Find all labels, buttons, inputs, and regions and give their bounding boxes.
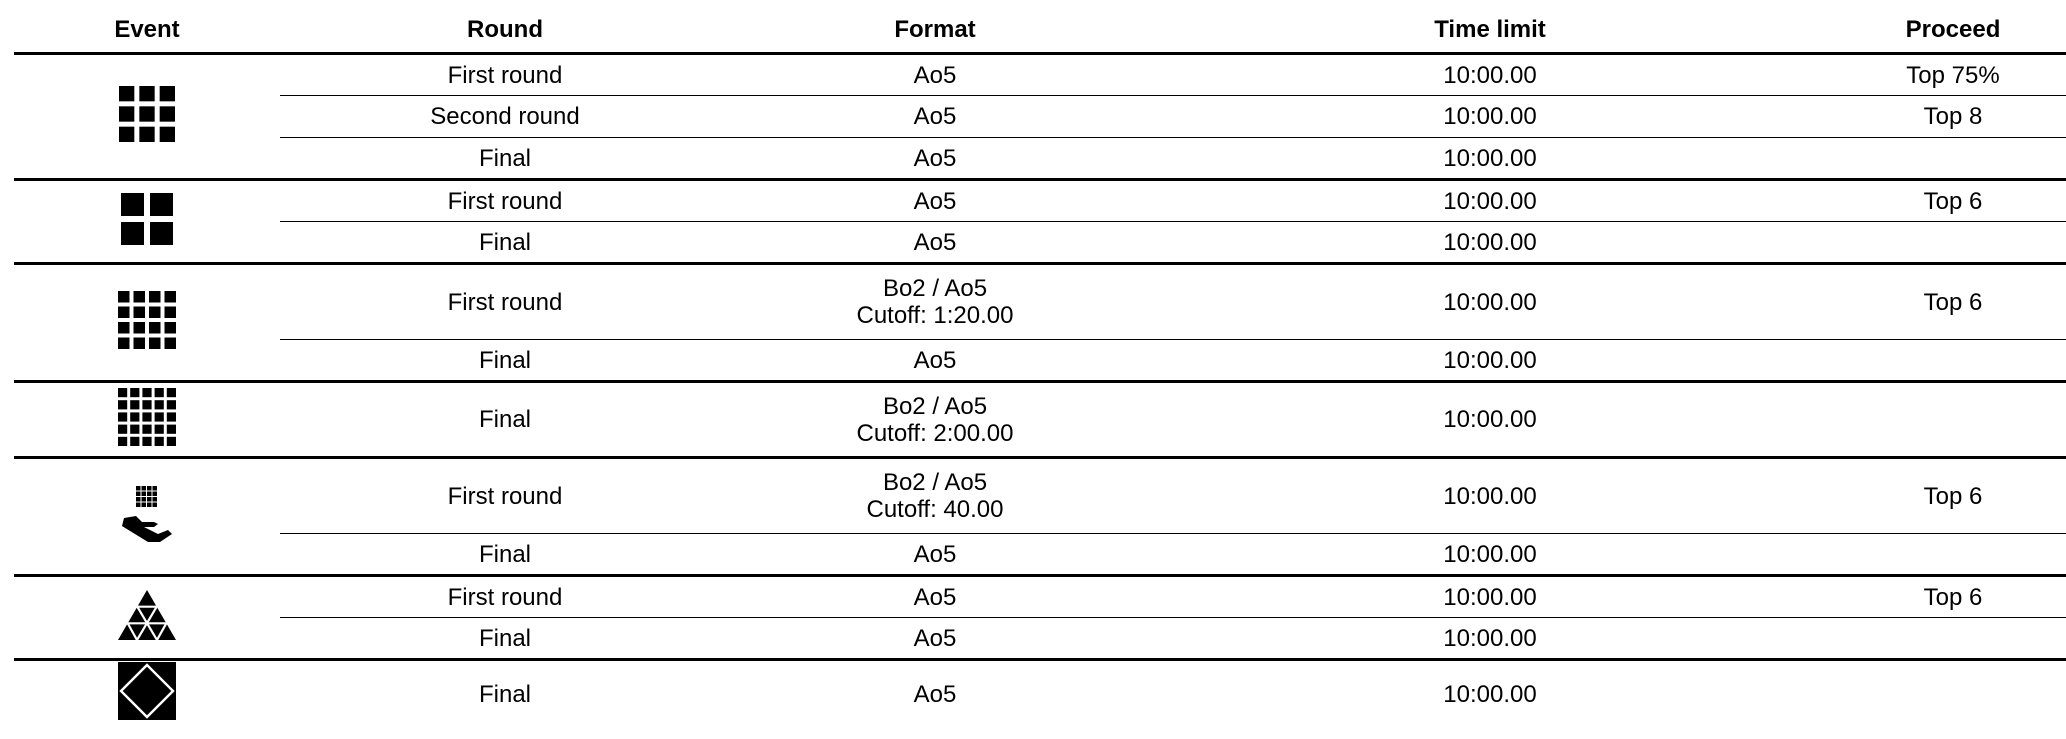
- table-body: [14, 54, 2066, 728]
- table-row: [14, 180, 2066, 222]
- proceed-cell: Top 8: [1840, 96, 2066, 138]
- round-cell: Final: [280, 618, 730, 660]
- proceed-cell: Top 6: [1840, 180, 2066, 222]
- time-limit-cell: 10:00.00: [1140, 382, 1840, 458]
- table-row: [14, 660, 2066, 728]
- format-cell: [730, 576, 1140, 618]
- table-row: [14, 222, 2066, 264]
- event-cell: [14, 54, 280, 180]
- time-limit-cell: 10:00.00: [1140, 138, 1840, 180]
- round-cell: Final: [280, 138, 730, 180]
- header-time-limit: Time limit: [1140, 8, 1840, 54]
- round-cell: Final: [280, 534, 730, 576]
- format-cell: [730, 96, 1140, 138]
- time-limit-cell: 10:00.00: [1140, 222, 1840, 264]
- table-row: [14, 534, 2066, 576]
- time-limit-cell: 10:00.00: [1443, 61, 1537, 89]
- round-cell: Final: [280, 340, 730, 382]
- table-row: [14, 54, 2066, 96]
- format-cell: [730, 222, 1140, 264]
- event-cell: [14, 382, 280, 458]
- header-format: Format: [730, 8, 1140, 54]
- proceed-cell: [1840, 340, 2066, 382]
- round-cell: Final: [280, 660, 730, 728]
- cube-4x4-icon: [118, 291, 176, 349]
- proceed-cell: [1840, 138, 2066, 180]
- proceed-cell: [1840, 382, 2066, 458]
- event-cell: [14, 660, 280, 728]
- cube-5x5-icon: [118, 388, 176, 446]
- format-cell: [730, 458, 1140, 534]
- table-row: [14, 264, 2066, 340]
- round-cell: Final: [280, 222, 730, 264]
- format-cell: [730, 340, 1140, 382]
- format-cell: [730, 660, 1140, 728]
- cutoff-label: Cutoff: 40.00: [866, 496, 1004, 523]
- time-limit-cell: 10:00.00: [1140, 340, 1840, 382]
- round-cell: Second round: [280, 96, 730, 138]
- cube-3x3-icon: [119, 86, 175, 142]
- cube-2x2-icon: [121, 193, 173, 245]
- proceed-cell: Top 6: [1840, 576, 2066, 618]
- time-limit-cell: 10:00.00: [1140, 264, 1840, 340]
- format-label: Bo2 / Ao5: [882, 392, 988, 420]
- event-cell: [14, 264, 280, 382]
- round-cell: Final: [280, 382, 730, 458]
- table-row: [14, 458, 2066, 534]
- table-row: [14, 138, 2066, 180]
- format-label: Ao5: [913, 103, 957, 130]
- event-cell: [14, 458, 280, 576]
- table-row: [14, 382, 2066, 458]
- format-label: Bo2 / Ao5: [882, 469, 988, 496]
- round-cell: First round: [280, 576, 730, 618]
- format-label: Ao5: [913, 228, 957, 256]
- format-label: Bo2 / Ao5: [882, 275, 988, 302]
- cutoff-label: Cutoff: 1:20.00: [856, 302, 1014, 329]
- format-cell: [730, 618, 1140, 660]
- format-cell: [730, 138, 1140, 180]
- proceed-cell: [1840, 222, 2066, 264]
- proceed-cell: [1840, 660, 2066, 728]
- format-label: Ao5: [913, 680, 957, 708]
- header-row: [14, 8, 2066, 54]
- time-limit-cell: 10:00.00: [1140, 96, 1840, 138]
- time-limit-cell: 10:00.00: [1140, 660, 1840, 728]
- format-cell: [730, 382, 1140, 458]
- format-label: Ao5: [913, 61, 957, 89]
- format-cell: [730, 534, 1140, 576]
- skewb-icon: [117, 661, 177, 721]
- cutoff-label: Cutoff: 2:00.00: [856, 419, 1014, 447]
- table-header: [14, 8, 2066, 54]
- time-limit-cell: 10:00.00: [1140, 458, 1840, 534]
- format-cell: [730, 54, 1140, 96]
- round-cell: First round: [280, 458, 730, 534]
- proceed-cell: [1840, 618, 2066, 660]
- table-row: [14, 576, 2066, 618]
- table-row: [14, 618, 2066, 660]
- format-label: Ao5: [913, 187, 957, 215]
- proceed-cell: Top 6: [1840, 264, 2066, 340]
- table-row: [14, 340, 2066, 382]
- proceed-cell: [1840, 534, 2066, 576]
- table-row: [14, 96, 2066, 138]
- event-cell: [14, 180, 280, 264]
- one-handed-icon: [118, 484, 176, 544]
- time-limit-cell: 10:00.00: [1140, 534, 1840, 576]
- format-label: Ao5: [913, 346, 957, 374]
- time-limit-cell: 10:00.00: [1140, 576, 1840, 618]
- pyraminx-icon: [117, 589, 177, 641]
- time-limit-cell: 10:00.00: [1140, 180, 1840, 222]
- format-label: Ao5: [913, 144, 957, 172]
- schedule-table: [14, 8, 2066, 727]
- format-cell: [730, 264, 1140, 340]
- event-cell: [14, 576, 280, 660]
- round-cell: First round: [447, 61, 563, 89]
- format-label: Ao5: [913, 540, 957, 568]
- format-cell: [730, 180, 1140, 222]
- proceed-cell: Top 6: [1840, 458, 2066, 534]
- header-round: Round: [280, 8, 730, 54]
- format-label: Ao5: [913, 583, 957, 611]
- header-proceed: Proceed: [1840, 8, 2066, 54]
- round-cell: First round: [280, 180, 730, 222]
- round-cell: First round: [280, 264, 730, 340]
- proceed-cell: Top 75%: [1906, 61, 2000, 89]
- time-limit-cell: 10:00.00: [1140, 618, 1840, 660]
- header-event: Event: [14, 8, 280, 54]
- format-label: Ao5: [913, 624, 957, 652]
